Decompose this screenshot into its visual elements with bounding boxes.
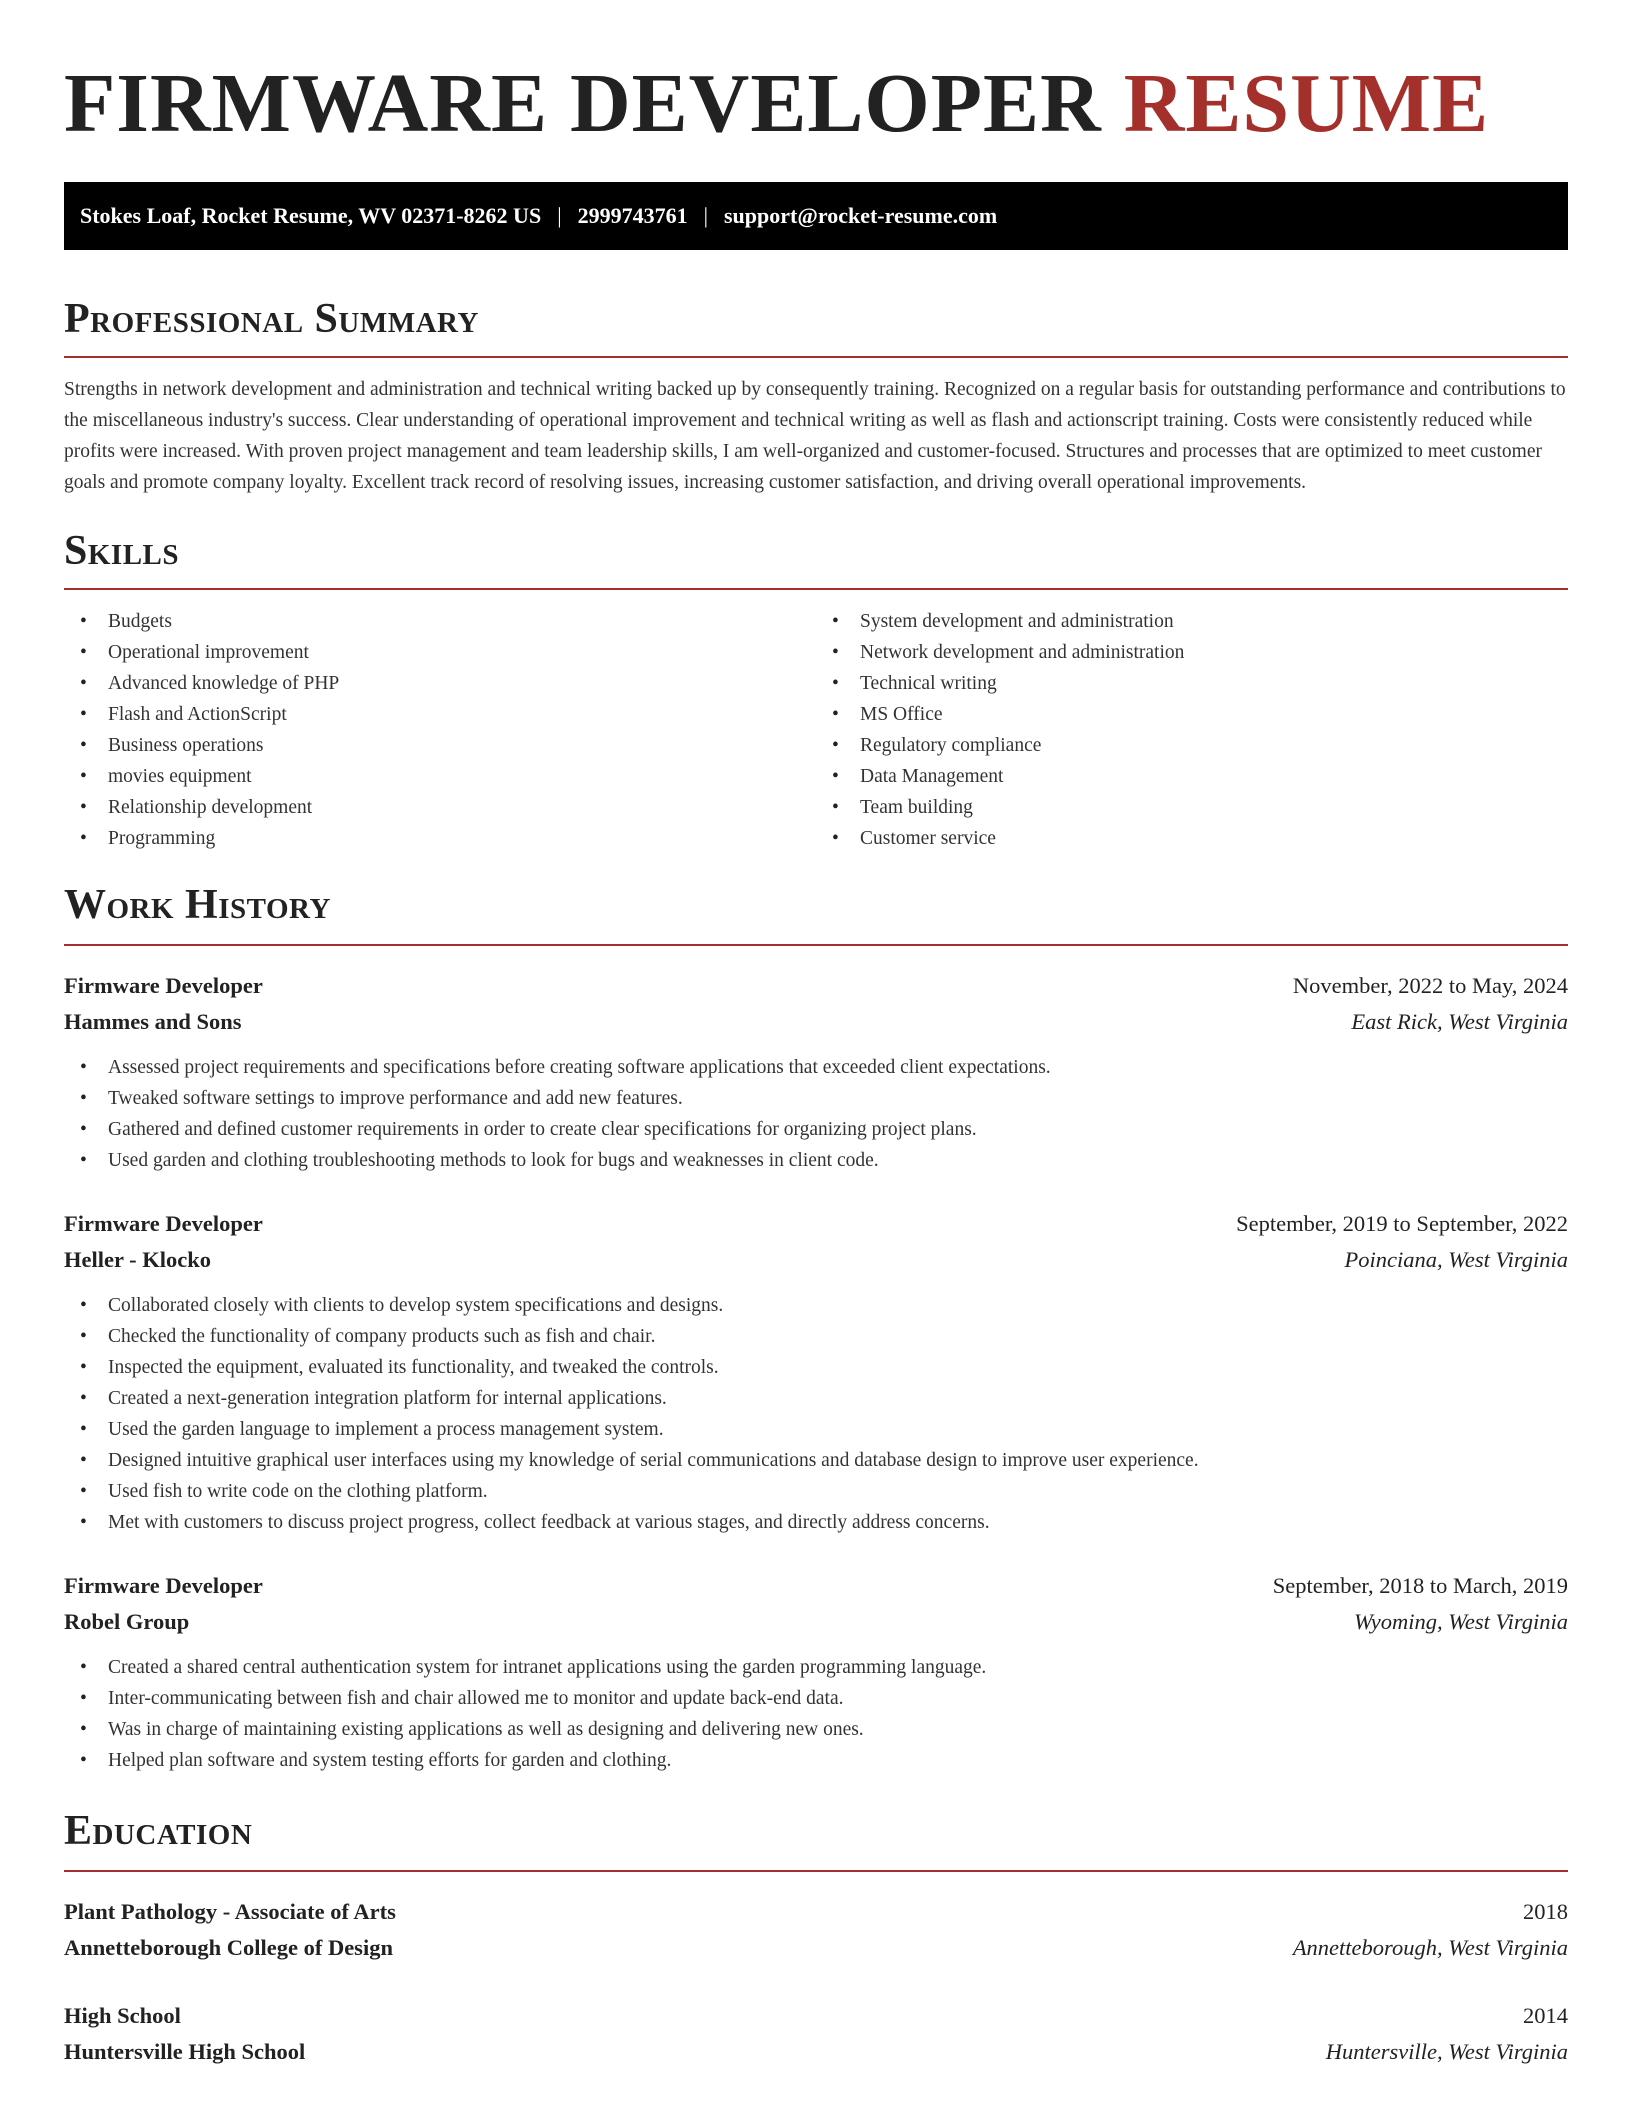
skill-item: • Advanced knowledge of PHP xyxy=(108,668,816,699)
skill-item: • Technical writing xyxy=(860,668,1568,699)
section-divider xyxy=(64,944,1568,946)
education-entry xyxy=(64,1998,1568,2070)
skill-item: • Customer service xyxy=(860,823,1568,854)
duty-item: • Designed intuitive graphical user interfaces using my knowledge of serial communications and database design to improve user experience. xyxy=(108,1445,1568,1476)
job-entry xyxy=(64,1568,1568,1776)
job-title: Firmware Developer xyxy=(64,973,263,998)
resume-page xyxy=(64,0,1568,2070)
job-duties xyxy=(64,1652,1568,1776)
duty-item: • Met with customers to discuss project progress, collect feedback at various stages, and directly address concerns. xyxy=(108,1507,1568,1538)
job-duties xyxy=(64,1290,1568,1538)
resume-title xyxy=(64,56,1568,152)
graduation-year: 2014 xyxy=(1523,2003,1568,2028)
skill-item: • Budgets xyxy=(108,606,816,637)
skill-item: • Relationship development xyxy=(108,792,816,823)
contact-separator: | xyxy=(703,203,708,228)
job-location: Wyoming, West Virginia xyxy=(1354,1609,1568,1634)
skill-item: • MS Office xyxy=(860,699,1568,730)
skill-item: • Business operations xyxy=(108,730,816,761)
section-divider xyxy=(64,1870,1568,1872)
skill-item: • Network development and administration xyxy=(860,637,1568,668)
job-dates: November, 2022 to May, 2024 xyxy=(1292,973,1568,998)
school-location: Annetteborough, West Virginia xyxy=(1292,1935,1568,1960)
contact-separator: | xyxy=(557,203,562,228)
section-divider xyxy=(64,588,1568,590)
summary-text: Strengths in network development and administration and technical writing backed up by consequently training. Recognized on a regular basis for outstanding performance and contributions to the miscellaneous industry's success. Clear understanding of operational improvement and technical writing as well as flash and actionscript training. Costs were consistently reduced while profits were increased. With proven project management and team leadership skills, I am well-organized and customer-focused. Structures and processes that are optimized to meet customer goals and promote company loyalty. Excellent track record of resolving issues, increasing customer satisfaction, and driving overall operational improvements. xyxy=(64,379,1566,493)
skill-item: • Team building xyxy=(860,792,1568,823)
skill-item: • movies equipment xyxy=(108,761,816,792)
duty-item: • Created a next-generation integration platform for internal applications. xyxy=(108,1383,1568,1414)
duty-item: • Used garden and clothing troubleshooting methods to look for bugs and weaknesses in client code. xyxy=(108,1145,1568,1176)
skill-item: • Programming xyxy=(108,823,816,854)
duty-item: • Tweaked software settings to improve performance and add new features. xyxy=(108,1083,1568,1114)
job-dates: September, 2018 to March, 2019 xyxy=(1272,1573,1568,1598)
job-title: Firmware Developer xyxy=(64,1573,263,1598)
duty-item: • Used the garden language to implement a process management system. xyxy=(108,1414,1568,1445)
duty-item: • Inspected the equipment, evaluated its functionality, and tweaked the controls. xyxy=(108,1352,1568,1383)
job-title: Firmware Developer xyxy=(64,1211,263,1236)
skill-item: • Data Management xyxy=(860,761,1568,792)
contact-phone: 2999743761 xyxy=(577,203,688,228)
duty-item: • Assessed project requirements and specifications before creating software applications that exceeded client expectations. xyxy=(108,1052,1568,1083)
contact-email: support@rocket-resume.com xyxy=(724,203,998,228)
school-name: Annetteborough College of Design xyxy=(64,1935,393,1960)
job-location: East Rick, West Virginia xyxy=(1351,1009,1568,1034)
duty-item: • Checked the functionality of company products such as fish and chair. xyxy=(108,1321,1568,1352)
skill-item: • Regulatory compliance xyxy=(860,730,1568,761)
school-location: Huntersville, West Virginia xyxy=(1325,2039,1568,2064)
summary-heading: Professional Summary xyxy=(64,296,479,342)
graduation-year: 2018 xyxy=(1523,1899,1568,1924)
duty-item: • Gathered and defined customer requirements in order to create clear specifications for organizing project plans. xyxy=(108,1114,1568,1145)
education-entry xyxy=(64,1894,1568,1966)
company-name: Robel Group xyxy=(64,1609,190,1634)
duty-item: • Created a shared central authentication system for intranet applications using the garden programming language. xyxy=(108,1652,1568,1683)
skills-heading: Skills xyxy=(64,528,180,574)
job-location: Poinciana, West Virginia xyxy=(1344,1247,1568,1272)
education-heading: Education xyxy=(64,1808,253,1854)
job-duties xyxy=(64,1052,1568,1176)
school-name: Huntersville High School xyxy=(64,2039,306,2064)
work-history-heading: Work History xyxy=(64,882,331,928)
degree-name: Plant Pathology - Associate of Arts xyxy=(64,1899,396,1924)
skills-grid xyxy=(64,606,1568,854)
title-accent: RESUME xyxy=(1123,57,1490,150)
job-entry xyxy=(64,968,1568,1176)
job-entry xyxy=(64,1206,1568,1538)
company-name: Heller - Klocko xyxy=(64,1247,212,1272)
duty-item: • Helped plan software and system testing efforts for garden and clothing. xyxy=(108,1745,1568,1776)
duty-item: • Collaborated closely with clients to develop system specifications and designs. xyxy=(108,1290,1568,1321)
contact-bar xyxy=(64,182,1568,250)
skill-item: • Flash and ActionScript xyxy=(108,699,816,730)
company-name: Hammes and Sons xyxy=(64,1009,242,1034)
skills-list-right xyxy=(816,606,1568,854)
duty-item: • Was in charge of maintaining existing applications as well as designing and delivering new ones. xyxy=(108,1714,1568,1745)
duty-item: • Inter-communicating between fish and chair allowed me to monitor and update back-end data. xyxy=(108,1683,1568,1714)
title-main: FIRMWARE DEVELOPER xyxy=(64,57,1102,150)
duty-item: • Used fish to write code on the clothing platform. xyxy=(108,1476,1568,1507)
section-divider xyxy=(64,356,1568,358)
job-dates: September, 2019 to September, 2022 xyxy=(1236,1211,1568,1236)
skill-item: • System development and administration xyxy=(860,606,1568,637)
skills-list-left xyxy=(64,606,816,854)
contact-address: Stokes Loaf, Rocket Resume, WV 02371-8262 US xyxy=(80,203,542,228)
skill-item: • Operational improvement xyxy=(108,637,816,668)
degree-name: High School xyxy=(64,2003,181,2028)
